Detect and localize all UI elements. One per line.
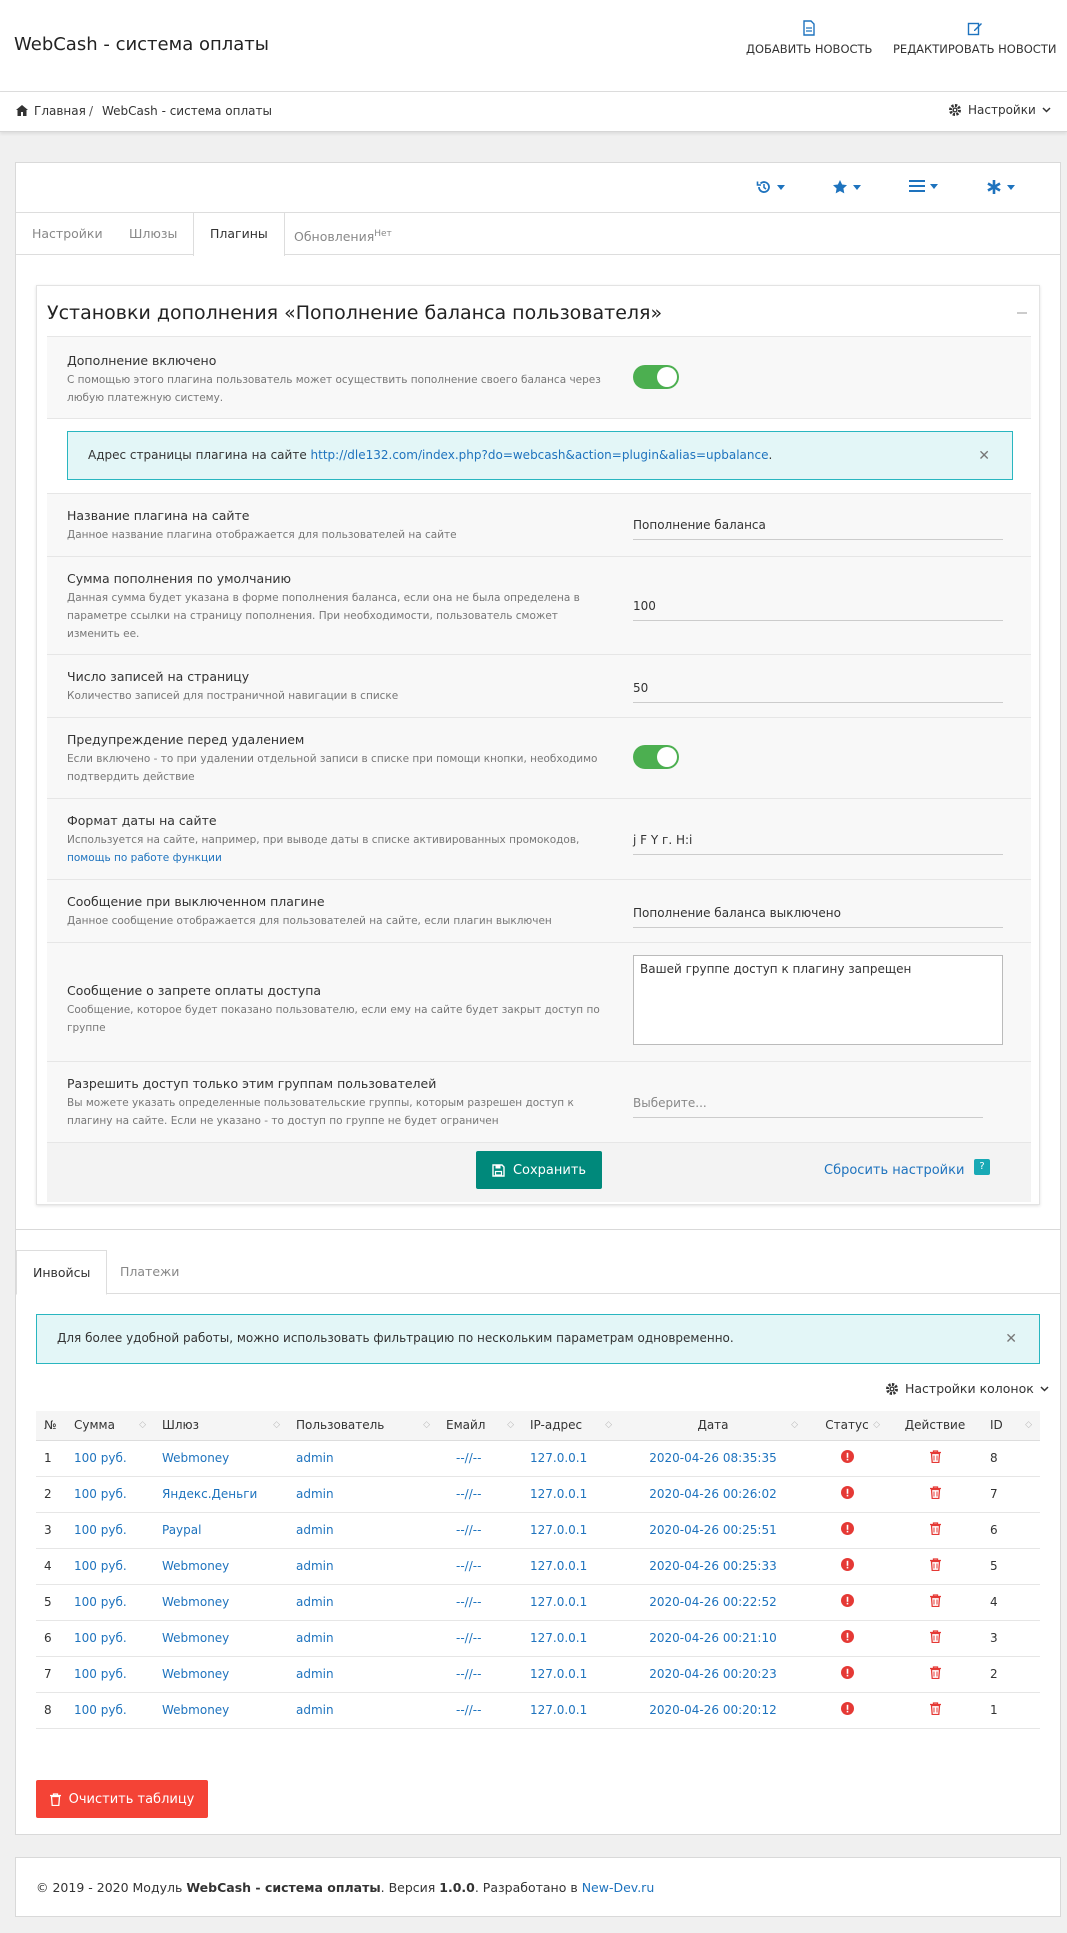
error-status-icon — [841, 1450, 854, 1463]
trash-icon — [930, 1630, 941, 1643]
caret-icon — [777, 185, 785, 190]
date-format-input[interactable]: j F Y г. H:i — [633, 833, 1003, 855]
row-ip-link[interactable]: 127.0.0.1 — [522, 1512, 620, 1548]
history-menu[interactable] — [756, 179, 785, 195]
footer-prefix: © 2019 - 2020 Модуль — [36, 1880, 187, 1895]
row-date-link[interactable]: 2020-04-26 00:25:51 — [620, 1512, 806, 1548]
col-user-label: Пользователь — [296, 1418, 385, 1433]
groups-label: Разрешить доступ только этим группам пользователей — [67, 1076, 437, 1091]
row-number: 4 — [36, 1548, 66, 1584]
groups-desc: Вы можете указать определенные пользовательские группы, которым разрешен доступ к плагину на сайте. Если не указано - то доступ по группе не будет ограничен — [67, 1097, 574, 1127]
clear-table-label: Очистить таблицу — [68, 1791, 195, 1807]
row-ip-link[interactable]: 127.0.0.1 — [522, 1656, 620, 1692]
list-menu[interactable] — [909, 179, 938, 193]
row-gateway-link[interactable]: Яндекс.Деньги — [154, 1476, 288, 1512]
row-id: 4 — [982, 1584, 1040, 1620]
trash-icon — [930, 1450, 941, 1463]
error-status-icon — [841, 1630, 854, 1643]
setting-row-deny-message — [47, 942, 1031, 1061]
help-button[interactable]: ? — [974, 1159, 990, 1175]
sort-icon: ◇ — [873, 1420, 880, 1430]
row-ip-link[interactable]: 127.0.0.1 — [522, 1440, 620, 1476]
footer-version-prefix: . Версия — [380, 1880, 440, 1895]
row-status — [806, 1692, 888, 1728]
col-number — [36, 1411, 66, 1440]
row-date-link[interactable]: 2020-04-26 00:22:52 — [620, 1584, 806, 1620]
row-email-link[interactable]: --//-- — [438, 1548, 522, 1584]
tab-settings[interactable]: Настройки — [32, 226, 103, 241]
row-ip-link[interactable]: 127.0.0.1 — [522, 1584, 620, 1620]
error-status-icon — [841, 1702, 854, 1715]
row-delete-button[interactable] — [888, 1692, 982, 1728]
confirm-toggle[interactable] — [633, 745, 679, 769]
name-desc: Данное название плагина отображается для пользователей на сайте — [67, 529, 457, 541]
document-icon — [802, 20, 816, 36]
row-user-link[interactable]: admin — [288, 1692, 438, 1728]
row-id: 2 — [982, 1656, 1040, 1692]
table-row — [36, 1656, 1040, 1692]
row-delete-button[interactable] — [888, 1440, 982, 1476]
row-number: 5 — [36, 1584, 66, 1620]
table-row — [36, 1620, 1040, 1656]
reset-settings-link[interactable]: Сбросить настройки — [824, 1163, 965, 1178]
row-user-link[interactable]: admin — [288, 1584, 438, 1620]
row-status — [806, 1584, 888, 1620]
star-icon — [832, 179, 848, 195]
row-gateway-link[interactable]: Webmoney — [154, 1692, 288, 1728]
deny-message-label: Сообщение о запрете оплаты доступа — [67, 983, 322, 998]
row-user-link[interactable]: admin — [288, 1656, 438, 1692]
row-date-link[interactable]: 2020-04-26 00:20:23 — [620, 1656, 806, 1692]
row-id: 7 — [982, 1476, 1040, 1512]
setting-row-per-page — [47, 654, 1031, 717]
row-sum-link[interactable]: 100 руб. — [66, 1512, 154, 1548]
trash-icon — [930, 1702, 941, 1715]
row-date-link[interactable]: 2020-04-26 00:26:02 — [620, 1476, 806, 1512]
enabled-desc: С помощью этого плагина пользователь может осуществить пополнение своего баланса через любую платежную систему. — [67, 374, 601, 404]
row-number: 8 — [36, 1692, 66, 1728]
tab-payments[interactable]: Платежи — [120, 1264, 180, 1279]
row-email-link[interactable]: --//-- — [438, 1620, 522, 1656]
tab-updates[interactable] — [294, 213, 392, 255]
col-date-label: Дата — [697, 1418, 729, 1433]
row-sum-link[interactable]: 100 руб. — [66, 1620, 154, 1656]
row-delete-button[interactable] — [888, 1548, 982, 1584]
tab-updates-label: Обновления — [294, 229, 375, 245]
sum-input[interactable]: 100 — [633, 599, 1003, 621]
row-id: 8 — [982, 1440, 1040, 1476]
off-message-label: Сообщение при выключенном плагине — [67, 894, 325, 909]
row-delete-button[interactable] — [888, 1476, 982, 1512]
groups-select[interactable]: Выберите... — [633, 1096, 983, 1118]
row-number: 1 — [36, 1440, 66, 1476]
row-user-link[interactable]: admin — [288, 1548, 438, 1584]
col-sum[interactable] — [66, 1411, 154, 1440]
row-user-link[interactable]: admin — [288, 1512, 438, 1548]
plugin-url-period: . — [768, 448, 773, 462]
row-number: 6 — [36, 1620, 66, 1656]
plugin-panel — [15, 162, 1061, 1230]
col-email-label: Емайл — [446, 1418, 486, 1433]
name-label: Название плагина на сайте — [67, 508, 250, 523]
col-ip-label: IP-адрес — [530, 1418, 583, 1433]
breadcrumb — [0, 92, 1067, 132]
row-id: 1 — [982, 1692, 1040, 1728]
add-news-button[interactable] — [746, 20, 872, 56]
row-user-link[interactable]: admin — [288, 1620, 438, 1656]
row-gateway-link[interactable]: Webmoney — [154, 1620, 288, 1656]
sum-desc: Данная сумма будет указана в форме пополнения баланса, если она не была определена в параметре ссылки на страницу пополнения. При необходимости, пользователь сможет изменить ее. — [67, 592, 580, 640]
trash-icon — [930, 1486, 941, 1499]
setting-row-sum — [47, 556, 1031, 654]
trash-icon — [50, 1793, 61, 1806]
sort-icon: ◇ — [273, 1420, 280, 1430]
row-gateway-link[interactable]: Webmoney — [154, 1440, 288, 1476]
edit-icon — [967, 20, 983, 36]
per-page-input[interactable]: 50 — [633, 681, 1003, 703]
col-date[interactable] — [620, 1411, 806, 1440]
plugin-url-link[interactable]: http://dle132.com/index.php?do=webcash&action=plugin&alias=upbalance — [310, 448, 769, 462]
row-email-link[interactable]: --//-- — [438, 1476, 522, 1512]
gear-icon — [885, 1382, 899, 1396]
deny-message-textarea[interactable]: Вашей группе доступ к плагину запрещен — [633, 955, 1003, 1045]
row-number: 3 — [36, 1512, 66, 1548]
col-action-label: Действие — [904, 1418, 966, 1433]
setting-row-name — [47, 493, 1031, 556]
close-icon[interactable]: ✕ — [1005, 1331, 1017, 1347]
close-icon[interactable]: ✕ — [978, 448, 990, 464]
sum-label: Сумма пополнения по умолчанию — [67, 571, 292, 586]
chevron-down-icon — [1040, 1386, 1049, 1392]
table-row — [36, 1548, 1040, 1584]
row-status — [806, 1440, 888, 1476]
table-row — [36, 1476, 1040, 1512]
row-id: 5 — [982, 1548, 1040, 1584]
row-email-link[interactable]: --//-- — [438, 1440, 522, 1476]
chevron-down-icon — [1042, 107, 1051, 113]
col-status[interactable] — [806, 1411, 888, 1440]
row-id: 6 — [982, 1512, 1040, 1548]
footer-version: 1.0.0 — [439, 1880, 475, 1895]
row-date-link[interactable]: 2020-04-26 08:35:35 — [620, 1440, 806, 1476]
date-desc: Используется на сайте, например, при выводе даты в списке активированных промокодов, — [67, 834, 580, 846]
invoices-panel — [15, 1230, 1061, 1835]
row-email-link[interactable]: --//-- — [438, 1692, 522, 1728]
row-delete-button[interactable] — [888, 1620, 982, 1656]
table-row — [36, 1440, 1040, 1476]
breadcrumb-home[interactable]: Главная — [34, 104, 86, 118]
row-email-link[interactable]: --//-- — [438, 1512, 522, 1548]
clear-table-button[interactable] — [36, 1780, 208, 1818]
col-ip[interactable] — [522, 1411, 620, 1440]
row-id: 3 — [982, 1620, 1040, 1656]
error-status-icon — [841, 1666, 854, 1679]
footer-module: WebCash - система оплаты — [186, 1880, 381, 1895]
col-gateway[interactable] — [154, 1411, 288, 1440]
enabled-toggle[interactable] — [633, 365, 679, 389]
module-tabs — [16, 213, 1060, 255]
row-date-link[interactable]: 2020-04-26 00:20:12 — [620, 1692, 806, 1728]
row-sum-link[interactable]: 100 руб. — [66, 1440, 154, 1476]
row-date-link[interactable]: 2020-04-26 00:21:10 — [620, 1620, 806, 1656]
row-ip-link[interactable]: 127.0.0.1 — [522, 1548, 620, 1584]
row-email-link[interactable]: --//-- — [438, 1656, 522, 1692]
favorites-menu[interactable] — [832, 179, 861, 195]
col-id[interactable] — [982, 1411, 1040, 1440]
plugin-url-alert — [67, 431, 1013, 480]
row-gateway-link[interactable]: Webmoney — [154, 1548, 288, 1584]
tab-invoices[interactable]: Инвойсы — [16, 1250, 107, 1295]
invoices-table — [36, 1411, 1040, 1729]
asterisk-icon — [986, 179, 1002, 195]
add-news-label: ДОБАВИТЬ НОВОСТЬ — [746, 42, 873, 56]
row-user-link[interactable]: admin — [288, 1440, 438, 1476]
extras-menu[interactable] — [986, 179, 1015, 195]
col-gateway-label: Шлюз — [162, 1418, 199, 1433]
sort-icon: ◇ — [1025, 1420, 1032, 1430]
trash-icon — [930, 1558, 941, 1571]
page-title: WebCash - система оплаты — [14, 34, 269, 55]
setting-row-confirm — [47, 717, 1031, 798]
info-row — [47, 418, 1031, 493]
breadcrumb-separator: / — [89, 104, 94, 118]
setting-row-enabled — [47, 336, 1031, 418]
trash-icon — [930, 1666, 941, 1679]
breadcrumb-current: WebCash - система оплаты — [102, 104, 272, 118]
setting-row-date — [47, 798, 1031, 879]
deny-message-desc: Сообщение, которое будет показано пользователю, если ему на сайте будет закрыт доступ по группе — [67, 1004, 600, 1034]
settings-label: Настройки — [968, 103, 1036, 117]
collapse-icon[interactable] — [1017, 312, 1027, 314]
col-sum-label: Сумма — [74, 1418, 115, 1433]
col-status-label: Статус — [825, 1418, 869, 1433]
confirm-label: Предупреждение перед удалением — [67, 732, 305, 747]
caret-icon — [930, 184, 938, 189]
settings-dropdown[interactable] — [948, 103, 1051, 117]
date-help-link[interactable]: помощь по работе функции — [67, 852, 222, 864]
sort-icon: ◇ — [139, 1420, 146, 1430]
row-sum-link[interactable]: 100 руб. — [66, 1584, 154, 1620]
row-status — [806, 1548, 888, 1584]
table-row — [36, 1584, 1040, 1620]
floppy-icon — [492, 1164, 505, 1177]
updates-badge: Нет — [374, 229, 392, 239]
enabled-label: Дополнение включено — [67, 353, 217, 368]
gear-icon — [948, 103, 962, 117]
per-page-desc: Количество записей для постраничной навигации в списке — [67, 690, 399, 702]
col-email[interactable] — [438, 1411, 522, 1440]
sort-icon: ◇ — [423, 1420, 430, 1430]
row-sum-link[interactable]: 100 руб. — [66, 1476, 154, 1512]
row-gateway-link[interactable]: Webmoney — [154, 1656, 288, 1692]
error-status-icon — [841, 1594, 854, 1607]
row-status — [806, 1656, 888, 1692]
row-sum-link[interactable]: 100 руб. — [66, 1548, 154, 1584]
row-email-link[interactable]: --//-- — [438, 1584, 522, 1620]
name-input[interactable]: Пополнение баланса — [633, 518, 1003, 540]
error-status-icon — [841, 1486, 854, 1499]
panel-toolbar — [16, 163, 1060, 213]
invoice-tabs — [16, 1250, 1060, 1294]
row-status — [806, 1476, 888, 1512]
plugin-settings-card — [36, 285, 1040, 1205]
col-action — [888, 1411, 982, 1440]
edit-news-button[interactable] — [893, 20, 1056, 56]
row-sum-link[interactable]: 100 руб. — [66, 1692, 154, 1728]
trash-icon — [930, 1522, 941, 1535]
date-label: Формат даты на сайте — [67, 813, 217, 828]
row-ip-link[interactable]: 127.0.0.1 — [522, 1692, 620, 1728]
tab-plugins[interactable]: Плагины — [193, 213, 285, 256]
row-ip-link[interactable]: 127.0.0.1 — [522, 1476, 620, 1512]
sort-icon: ◇ — [507, 1420, 514, 1430]
filter-alert — [36, 1314, 1040, 1364]
row-sum-link[interactable]: 100 руб. — [66, 1656, 154, 1692]
plugin-url-text — [88, 448, 772, 462]
row-status — [806, 1620, 888, 1656]
footer-text — [36, 1880, 654, 1895]
sort-icon: ◇ — [605, 1420, 612, 1430]
history-icon — [756, 179, 772, 195]
off-message-input[interactable]: Пополнение баланса выключено — [633, 906, 1003, 928]
row-date-link[interactable]: 2020-04-26 00:25:33 — [620, 1548, 806, 1584]
row-delete-button[interactable] — [888, 1656, 982, 1692]
row-ip-link[interactable]: 127.0.0.1 — [522, 1620, 620, 1656]
row-gateway-link[interactable]: Paypal — [154, 1512, 288, 1548]
confirm-desc: Если включено - то при удалении отдельной записи в списке при помощи кнопки, необходимо подтвердить действие — [67, 753, 598, 783]
top-header — [0, 0, 1067, 92]
footer — [15, 1857, 1061, 1917]
menu-icon — [909, 179, 925, 193]
table-row — [36, 1692, 1040, 1728]
plugin-url-prefix: Адрес страницы плагина на сайте — [88, 448, 311, 462]
col-id-label: ID — [990, 1418, 1003, 1433]
column-settings-dropdown[interactable] — [885, 1381, 1049, 1396]
sort-icon: ◇ — [791, 1420, 798, 1430]
card-title: Установки дополнения «Пополнение баланса пользователя» — [47, 302, 663, 324]
column-settings-label: Настройки колонок — [905, 1381, 1034, 1396]
per-page-label: Число записей на страницу — [67, 669, 250, 684]
caret-icon — [853, 185, 861, 190]
save-button[interactable] — [476, 1151, 602, 1189]
developer-link[interactable]: New-Dev.ru — [581, 1880, 655, 1895]
col-number-label: № — [44, 1418, 57, 1433]
edit-news-label: РЕДАКТИРОВАТЬ НОВОСТИ — [893, 42, 1057, 56]
home-icon — [16, 105, 28, 116]
row-user-link[interactable]: admin — [288, 1476, 438, 1512]
row-gateway-link[interactable]: Webmoney — [154, 1584, 288, 1620]
error-status-icon — [841, 1558, 854, 1571]
table-header-row — [36, 1411, 1040, 1440]
col-user[interactable] — [288, 1411, 438, 1440]
row-status — [806, 1512, 888, 1548]
tab-gateways[interactable]: Шлюзы — [129, 226, 178, 241]
row-delete-button[interactable] — [888, 1584, 982, 1620]
row-number: 2 — [36, 1476, 66, 1512]
filter-alert-text: Для более удобной работы, можно использовать фильтрацию по нескольким параметрам одновременно. — [57, 1331, 734, 1345]
footer-dev-prefix: . Разработано в — [474, 1880, 582, 1895]
save-label: Сохранить — [512, 1162, 587, 1178]
setting-row-groups — [47, 1061, 1031, 1142]
caret-icon — [1007, 185, 1015, 190]
setting-row-off-message — [47, 879, 1031, 942]
table-row — [36, 1512, 1040, 1548]
off-message-desc: Данное сообщение отображается для пользователей на сайте, если плагин выключен — [67, 915, 552, 927]
trash-icon — [930, 1594, 941, 1607]
row-number: 7 — [36, 1656, 66, 1692]
error-status-icon — [841, 1522, 854, 1535]
row-delete-button[interactable] — [888, 1512, 982, 1548]
